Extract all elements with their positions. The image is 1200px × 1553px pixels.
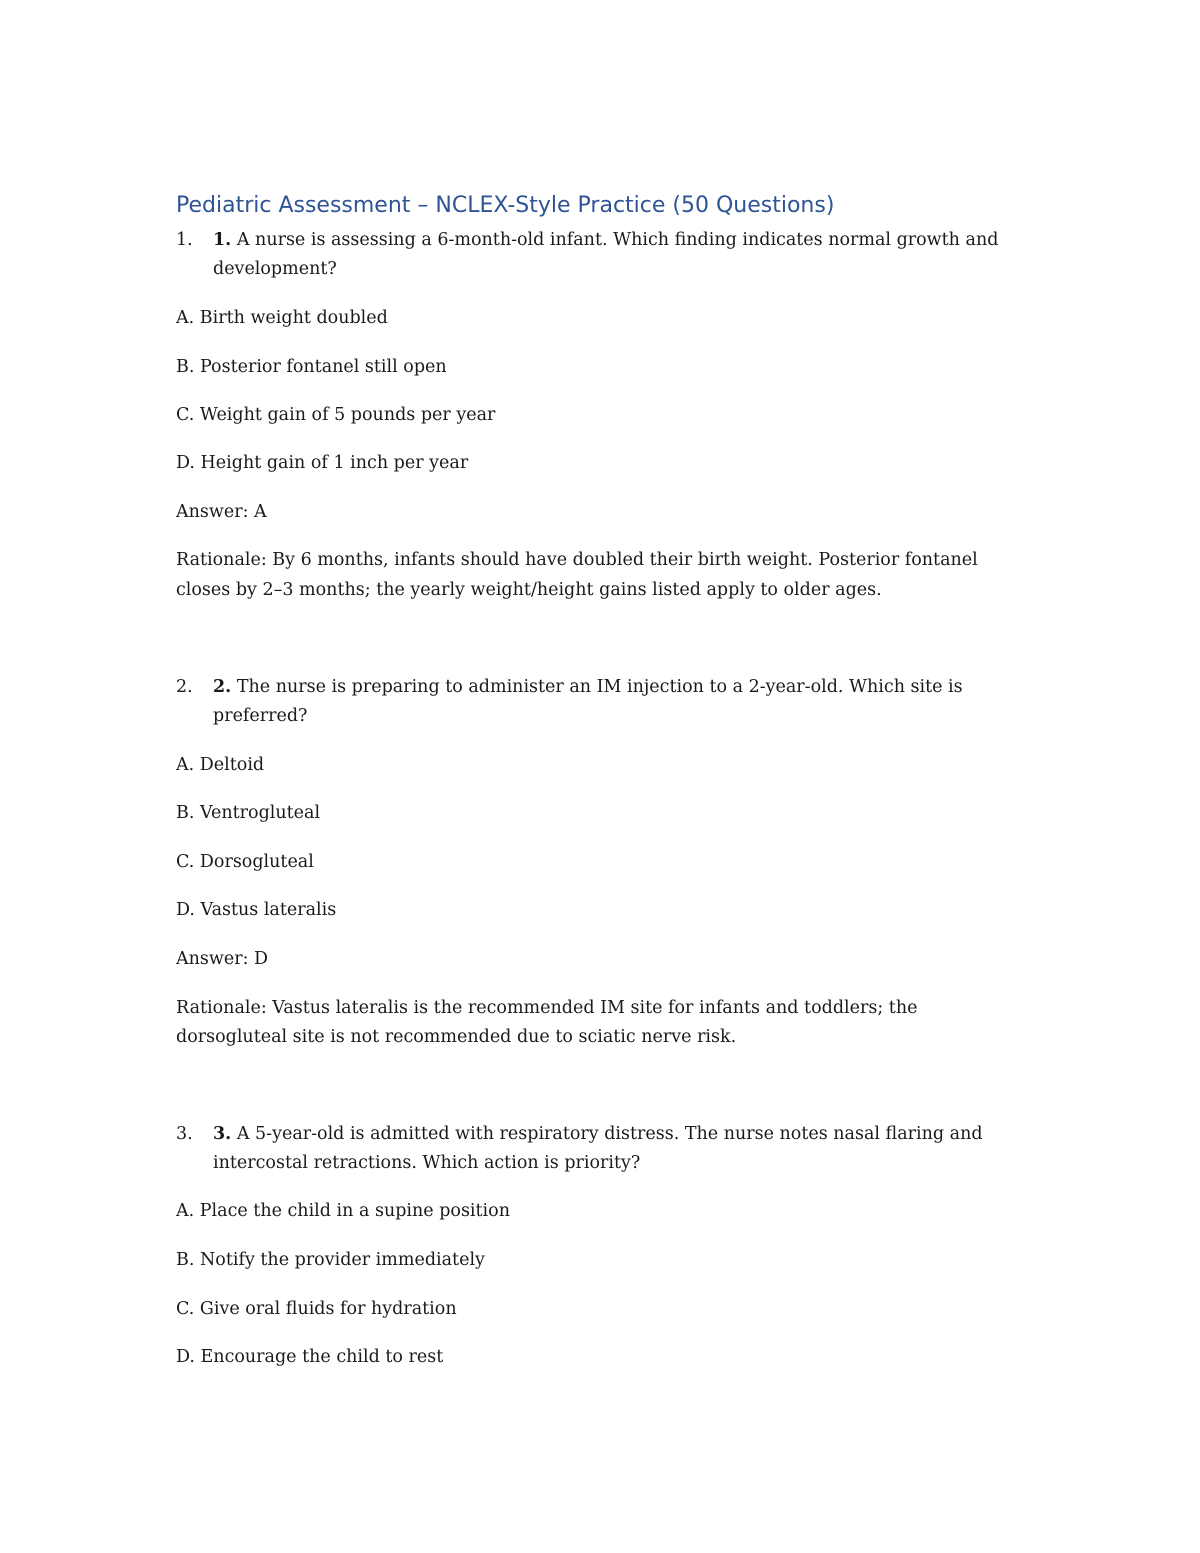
question-list-number: 1. bbox=[176, 230, 193, 250]
rationale-line: Rationale: By 6 months, infants should have doubled their birth weight. Posterior fontanel bbox=[176, 550, 978, 570]
question-list-number: 3. bbox=[176, 1124, 193, 1144]
question-stem-line bbox=[213, 226, 998, 255]
question-bold-number: 2. bbox=[213, 677, 232, 697]
rationale-line: dorsogluteal site is not recommended due to sciatic nerve risk. bbox=[176, 1027, 737, 1047]
question-stem-line bbox=[213, 673, 963, 702]
document-title: Pediatric Assessment – NCLEX-Style Practice (50 Questions) bbox=[176, 193, 835, 218]
answer-option-b: B. Notify the provider immediately bbox=[176, 1250, 485, 1270]
question-stem-text: The nurse is preparing to administer an IM injection to a 2-year-old. Which site is bbox=[231, 677, 963, 697]
answer-option-a: A. Place the child in a supine position bbox=[176, 1201, 510, 1221]
question-stem-text: A nurse is assessing a 6-month-old infant. Which finding indicates normal growth and bbox=[231, 230, 999, 250]
correct-answer: Answer: D bbox=[176, 949, 269, 969]
answer-option-d: D. Height gain of 1 inch per year bbox=[176, 453, 469, 473]
answer-option-d: D. Vastus lateralis bbox=[176, 900, 337, 920]
question-stem-continuation: development? bbox=[213, 259, 337, 279]
question-stem-line bbox=[213, 1120, 983, 1149]
question-stem-continuation: intercostal retractions. Which action is priority? bbox=[213, 1153, 641, 1173]
answer-option-c: C. Give oral fluids for hydration bbox=[176, 1299, 457, 1319]
rationale-line: closes by 2–3 months; the yearly weight/height gains listed apply to older ages. bbox=[176, 580, 882, 600]
answer-option-d: D. Encourage the child to rest bbox=[176, 1347, 444, 1367]
question-stem-continuation: preferred? bbox=[213, 706, 308, 726]
answer-option-a: A. Birth weight doubled bbox=[176, 308, 388, 328]
answer-option-b: B. Posterior fontanel still open bbox=[176, 357, 447, 377]
answer-option-c: C. Dorsogluteal bbox=[176, 852, 314, 872]
answer-option-c: C. Weight gain of 5 pounds per year bbox=[176, 405, 496, 425]
question-list-number: 2. bbox=[176, 677, 193, 697]
rationale-line: Rationale: Vastus lateralis is the recommended IM site for infants and toddlers; the bbox=[176, 998, 918, 1018]
correct-answer: Answer: A bbox=[176, 502, 267, 522]
question-bold-number: 1. bbox=[213, 230, 232, 250]
question-stem-text: A 5-year-old is admitted with respiratory distress. The nurse notes nasal flaring and bbox=[231, 1124, 983, 1144]
answer-option-a: A. Deltoid bbox=[176, 755, 265, 775]
question-bold-number: 3. bbox=[213, 1124, 232, 1144]
answer-option-b: B. Ventrogluteal bbox=[176, 803, 321, 823]
